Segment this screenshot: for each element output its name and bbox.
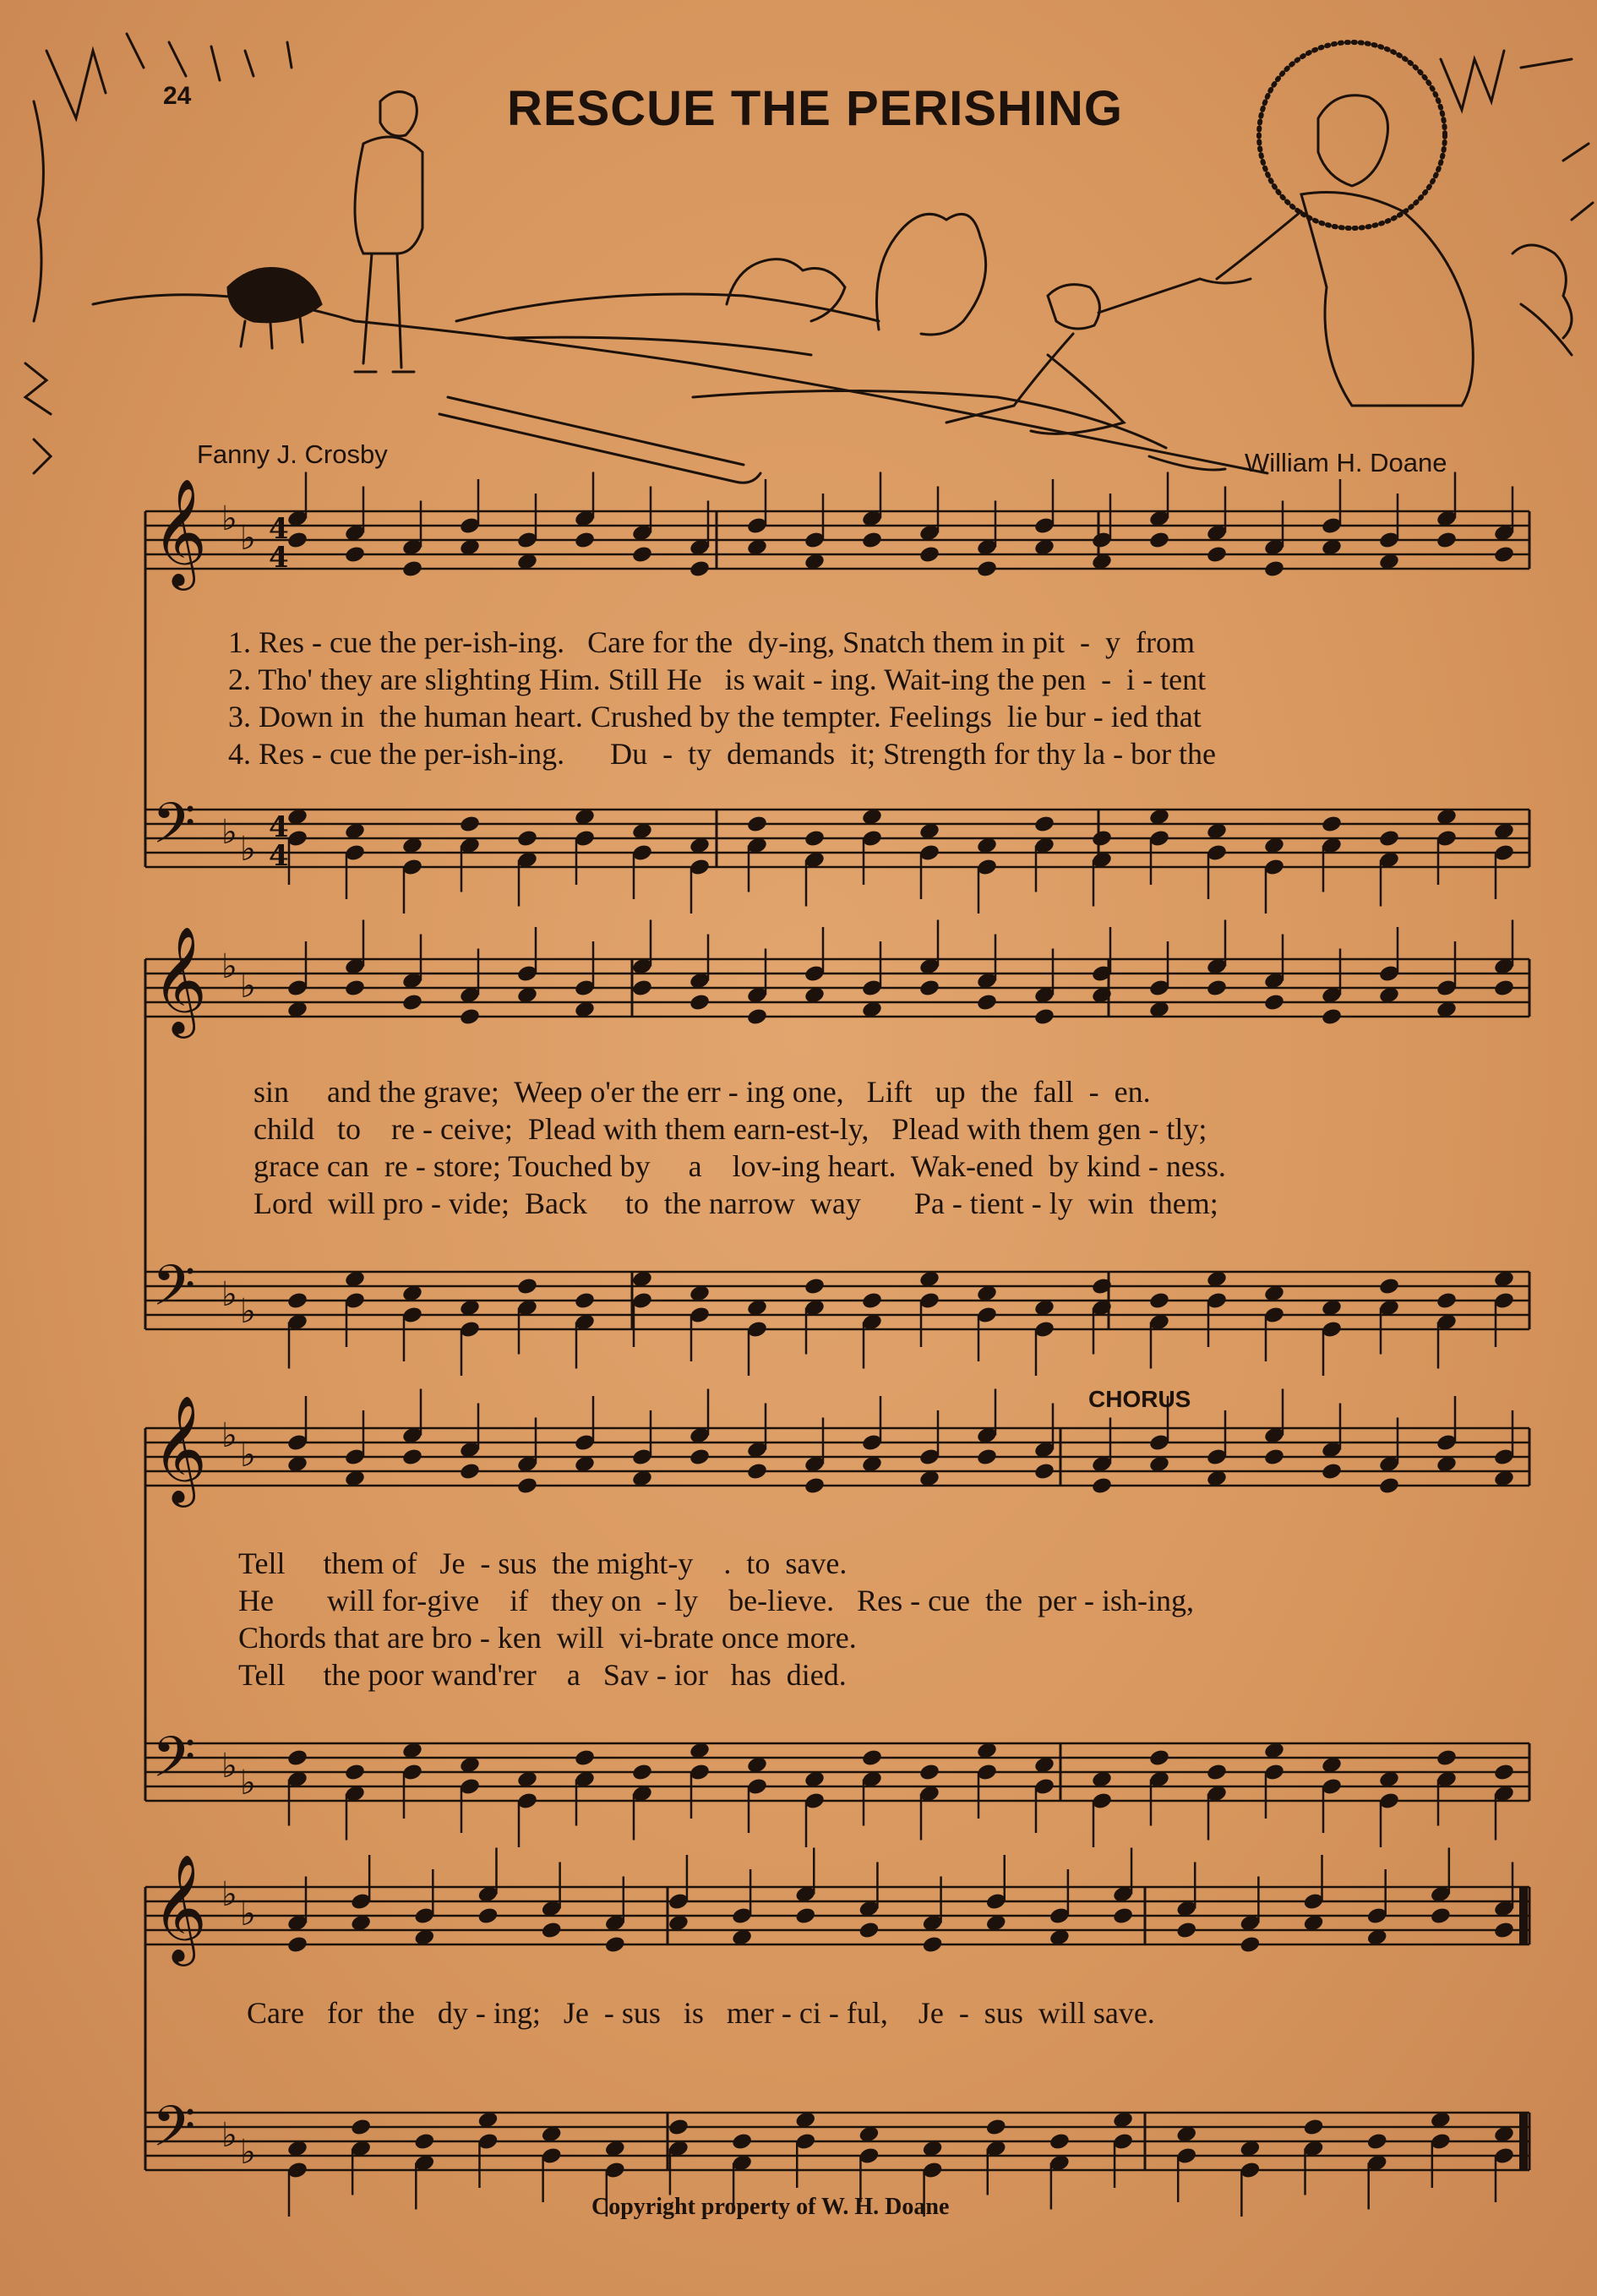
note-head xyxy=(631,1763,653,1782)
flat-sign-icon: ♭ xyxy=(221,1875,237,1914)
note-head xyxy=(746,815,768,834)
flat-sign-icon: ♭ xyxy=(240,1764,256,1802)
note-head xyxy=(604,1935,626,1955)
note-head xyxy=(574,1291,596,1311)
note-head xyxy=(1112,1906,1134,1926)
flat-sign-icon: ♭ xyxy=(221,1747,237,1786)
note-head xyxy=(976,993,998,1012)
note-head xyxy=(1033,1462,1055,1481)
note-head xyxy=(1378,1277,1400,1296)
flat-sign-icon: ♭ xyxy=(240,830,256,869)
note-head xyxy=(1091,1476,1113,1496)
note-head xyxy=(401,1448,423,1467)
note-head xyxy=(1493,1763,1515,1782)
time-signature-bottom: 4 xyxy=(269,839,289,873)
note-head xyxy=(1148,531,1170,550)
note-head xyxy=(689,1448,711,1467)
note-head xyxy=(1091,829,1113,848)
note-head xyxy=(1321,815,1343,834)
time-signature-top: 4 xyxy=(269,512,289,546)
hymn-title: RESCUE THE PERISHING xyxy=(507,81,1123,136)
note-head xyxy=(631,979,653,998)
note-head xyxy=(689,559,711,579)
copyright-notice: Copyright property of W. H. Doane xyxy=(591,2194,950,2220)
note-head xyxy=(861,1748,883,1768)
note-head xyxy=(574,1748,596,1768)
note-head xyxy=(344,979,366,998)
note-head xyxy=(459,815,481,834)
note-head xyxy=(1436,1291,1458,1311)
note-head xyxy=(861,531,883,550)
treble-clef-icon: 𝄞 xyxy=(152,1853,208,1961)
flat-sign-icon: ♭ xyxy=(221,2116,237,2155)
note-head xyxy=(918,979,940,998)
note-head xyxy=(731,2132,753,2151)
note-head xyxy=(286,531,308,550)
note-head xyxy=(746,1462,768,1481)
chorus-label: CHORUS xyxy=(1088,1386,1191,1412)
note-head xyxy=(286,1291,308,1311)
note-head xyxy=(286,1935,308,1955)
note-head xyxy=(401,559,423,579)
note-head xyxy=(1430,1906,1452,1926)
flat-sign-icon: ♭ xyxy=(240,519,256,558)
note-head xyxy=(1378,829,1400,848)
note-head xyxy=(746,1007,768,1027)
final-bar xyxy=(1519,1887,1528,1944)
time-signature-bottom: 4 xyxy=(269,541,289,575)
time-signature-top: 4 xyxy=(269,810,289,844)
note-head xyxy=(1302,2118,1324,2137)
flat-sign-icon: ♭ xyxy=(240,2133,256,2172)
note-head xyxy=(350,2118,372,2137)
lyric-line-s2-v3: grace can re - store; Touched by a lov-ing heart. Wak-ened by kind - ness. xyxy=(253,1149,1226,1183)
note-head xyxy=(344,1763,366,1782)
note-head xyxy=(804,1277,826,1296)
note-head xyxy=(516,1476,538,1496)
note-head xyxy=(804,1476,826,1496)
lyric-line-s1-v1: 1. Res - cue the per-ish-ing. Care for the dy-ing, Snatch them in pit - y from xyxy=(228,625,1196,659)
note-head xyxy=(1263,1448,1285,1467)
lyric-line-s2-v2: child to re - ceive; Plead with them earn-est-ly, Plead with them gen - tly; xyxy=(253,1112,1207,1146)
note-head xyxy=(918,1763,940,1782)
flat-sign-icon: ♭ xyxy=(221,1416,237,1455)
note-head xyxy=(477,1906,499,1926)
lyric-line-s3-v2: He will for-give if they on - ly be-lieve. Res - cue the per - ish-ing, xyxy=(238,1584,1194,1617)
note-head xyxy=(1493,545,1515,564)
final-bar xyxy=(1519,2113,1528,2170)
treble-clef-icon: 𝄞 xyxy=(152,1394,208,1502)
flat-sign-icon: ♭ xyxy=(221,813,237,852)
note-head xyxy=(1493,979,1515,998)
note-head xyxy=(985,2118,1007,2137)
lyric-line-s1-v4: 4. Res - cue the per-ish-ing. Du - ty demands it; Strength for thy la - bor the xyxy=(228,737,1217,771)
note-head xyxy=(541,1921,563,1940)
flat-sign-icon: ♭ xyxy=(221,499,237,538)
note-head xyxy=(1175,1921,1197,1940)
note-head xyxy=(413,2132,435,2151)
note-head xyxy=(574,531,596,550)
note-head xyxy=(858,1921,880,1940)
composer-credit: William H. Doane xyxy=(1245,448,1447,477)
note-head xyxy=(1378,1476,1400,1496)
flat-sign-icon: ♭ xyxy=(240,1436,256,1475)
note-head xyxy=(918,545,940,564)
note-head xyxy=(861,1291,883,1311)
lyric-line-s2-v4: Lord will pro - vide; Back to the narrow way Pa - tient - ly win them; xyxy=(253,1186,1218,1220)
flat-sign-icon: ♭ xyxy=(221,947,237,986)
bass-clef-icon: 𝄢 xyxy=(152,1253,196,1332)
note-head xyxy=(1148,1748,1170,1768)
note-head xyxy=(286,1748,308,1768)
lyric-line-s3-v4: Tell the poor wand'rer a Sav - ior has died. xyxy=(238,1658,847,1692)
treble-clef-icon: 𝄞 xyxy=(152,477,208,586)
note-head xyxy=(794,1906,816,1926)
note-head xyxy=(459,1462,481,1481)
note-head xyxy=(976,559,998,579)
note-head xyxy=(1436,1748,1458,1768)
lyric-line-s3-v1: Tell them of Je - sus the might-y . to save. xyxy=(238,1546,848,1580)
note-head xyxy=(1033,1007,1055,1027)
note-head xyxy=(1321,1007,1343,1027)
note-head xyxy=(516,829,538,848)
lyric-line-s4-v1: Care for the dy - ing; Je - sus is mer - ci - ful, Je - sus will save. xyxy=(247,1996,1155,2030)
lyricist-credit: Fanny J. Crosby xyxy=(197,439,388,469)
note-head xyxy=(689,993,711,1012)
lyric-line-s2-v1: sin and the grave; Weep o'er the err - ing one, Lift up the fall - en. xyxy=(253,1075,1151,1109)
page-number: 24 xyxy=(163,82,192,110)
note-head xyxy=(1049,2132,1071,2151)
note-head xyxy=(1239,1935,1261,1955)
bass-clef-icon: 𝄢 xyxy=(152,791,196,870)
note-head xyxy=(516,1277,538,1296)
note-head xyxy=(1366,2132,1388,2151)
note-head xyxy=(976,1448,998,1467)
bass-clef-icon: 𝄢 xyxy=(152,1725,196,1803)
note-head xyxy=(1148,1291,1170,1311)
note-head xyxy=(1206,1763,1228,1782)
flat-sign-icon: ♭ xyxy=(240,1895,256,1933)
flat-sign-icon: ♭ xyxy=(221,1275,237,1314)
note-head xyxy=(401,993,423,1012)
note-head xyxy=(1033,815,1055,834)
lyric-line-s1-v3: 3. Down in the human heart. Crushed by the tempter. Feelings lie bur - ied that xyxy=(228,700,1202,734)
note-head xyxy=(1206,545,1228,564)
note-head xyxy=(344,545,366,564)
note-head xyxy=(1493,1921,1515,1940)
bass-clef-icon: 𝄢 xyxy=(152,2094,196,2173)
note-head xyxy=(631,545,653,564)
treble-clef-icon: 𝄞 xyxy=(152,925,208,1033)
note-head xyxy=(668,2118,689,2137)
note-head xyxy=(1321,1462,1343,1481)
note-head xyxy=(459,1007,481,1027)
lyric-line-s1-v2: 2. Tho' they are slighting Him. Still He is wait - ing. Wait-ing the pen - i - tent xyxy=(228,663,1207,696)
flat-sign-icon: ♭ xyxy=(240,1292,256,1331)
note-head xyxy=(1263,559,1285,579)
flat-sign-icon: ♭ xyxy=(240,967,256,1006)
note-head xyxy=(804,829,826,848)
note-head xyxy=(1263,993,1285,1012)
note-head xyxy=(922,1935,944,1955)
note-head xyxy=(1436,531,1458,550)
lyric-line-s3-v3: Chords that are bro - ken will vi-brate once more. xyxy=(238,1621,857,1655)
note-head xyxy=(1206,979,1228,998)
